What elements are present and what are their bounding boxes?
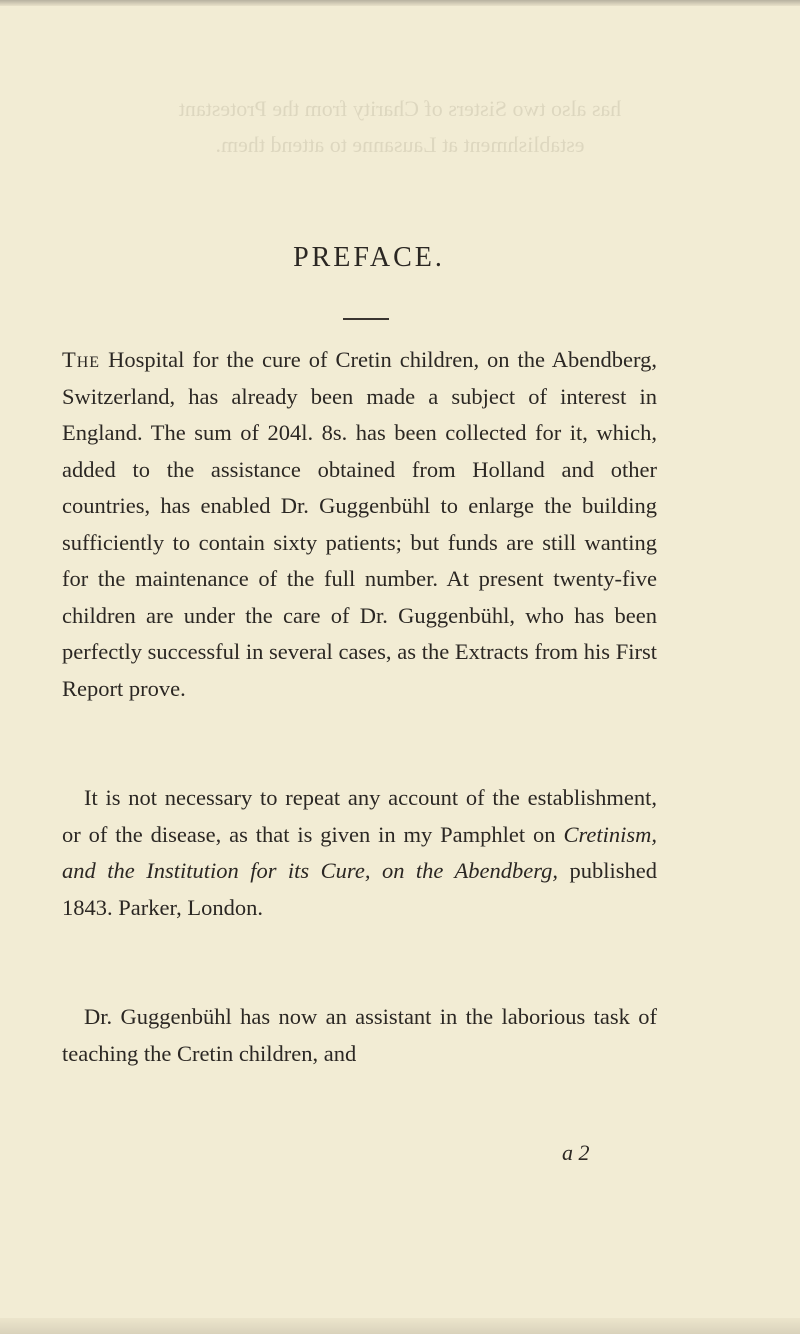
- signature-mark: a 2: [562, 1140, 590, 1165]
- paragraph-text: It is not necessary to repeat any account of the establishment, or of the disease, as that is given in my Pamphlet on: [62, 785, 657, 847]
- drop-word: The: [62, 347, 101, 372]
- page-bottom-edge: [0, 1318, 800, 1334]
- paragraph-text: Dr. Guggenbühl has now an assistant in the laborious task of teaching the Cretin children, and: [62, 1004, 657, 1066]
- page-title: PREFACE.: [293, 242, 445, 273]
- paragraph-text: Hospital for the cure of Cretin children, on the Abendberg, Switzerland, has already been made a subject of interest in England. The sum of 204l. 8s. has been collected for it, which, added to the assistance obtained from Holland and other countries, has enabled Dr. Guggenbühl to enlarge the building sufficiently to contain sixty patients; but funds are still wanting for the maintenance of the full number. At present twenty-five children are under the care of Dr. Guggenbühl, who has been perfectly successful in several cases, as the Extracts from his First Report prove.: [62, 347, 657, 701]
- paragraph-1: [62, 342, 657, 707]
- italic-pamphlet-title: Cretinism, and the Institution for its Cure, on the Abendberg,: [62, 821, 657, 883]
- page-top-edge: [0, 0, 800, 6]
- paragraph-text: published 1843. Parker, London.: [62, 858, 657, 920]
- paragraph-3: [62, 999, 657, 1072]
- bleed-through-text: establishment at Lausanne to attend them.: [215, 132, 585, 157]
- bleed-through-text: has also two Sisters of Charity from the Protestant: [178, 96, 622, 121]
- title-rule: [343, 318, 389, 320]
- paragraph-2: [62, 780, 657, 926]
